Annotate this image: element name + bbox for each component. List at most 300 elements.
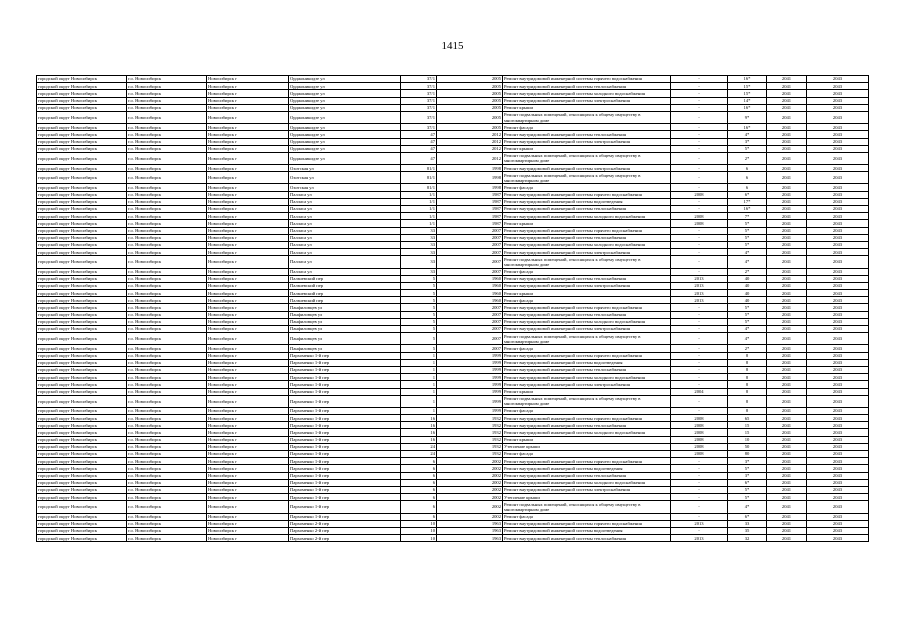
- cell-value: 17*: [728, 198, 767, 205]
- table-row: [37, 527, 869, 534]
- cell-work-type: Ремонт внутридомовой инженерной системы горячего водоснабжения: [503, 191, 671, 198]
- cell-municipality: г.о. Новосибирск: [127, 184, 207, 191]
- cell-settlement: Новосибирск г: [207, 297, 289, 304]
- cell-municipal-district: городской округ Новосибирск: [37, 359, 127, 366]
- cell-work-type: Ремонт подвальных помещений, относящихся к общему имуществу в многоквартирном доме: [503, 333, 671, 345]
- cell-build-year: 1999: [437, 359, 503, 366]
- cell-build-year: 1932: [437, 429, 503, 436]
- cell-street: Палласа ул: [289, 213, 401, 220]
- cell-plan-end-year: 2043: [807, 486, 869, 493]
- cell-build-year: 1987: [437, 198, 503, 205]
- cell-settlement: Новосибирск г: [207, 501, 289, 513]
- cell-plan-start-year: 2041: [767, 282, 807, 289]
- cell-municipality: г.о. Новосибирск: [127, 381, 207, 388]
- cell-municipality: г.о. Новосибирск: [127, 311, 207, 318]
- cell-municipality: г.о. Новосибирск: [127, 465, 207, 472]
- cell-street: Пархоменко 1-й пер: [289, 458, 401, 465]
- cell-plan-start-year: 2041: [767, 83, 807, 90]
- cell-plan-end-year: 2043: [807, 527, 869, 534]
- cell-house-number: 6: [401, 513, 437, 520]
- cell-municipality: г.о. Новосибирск: [127, 97, 207, 104]
- cell-plan-start-year: 2041: [767, 165, 807, 172]
- cell-last-repair-year: -: [671, 311, 728, 318]
- cell-value: 6*: [728, 479, 767, 486]
- cell-house-number: 16: [401, 429, 437, 436]
- cell-municipality: г.о. Новосибирск: [127, 479, 207, 486]
- cell-value: 2*: [728, 268, 767, 275]
- cell-value: 7*: [728, 213, 767, 220]
- cell-last-repair-year: -: [671, 486, 728, 493]
- cell-work-type: Ремонт внутридомовой инженерной системы холодного водоснабжения: [503, 213, 671, 220]
- table-row: [37, 458, 869, 465]
- cell-municipality: г.о. Новосибирск: [127, 268, 207, 275]
- table-row: [37, 520, 869, 527]
- cell-house-number: 6: [401, 458, 437, 465]
- cell-street: Палласа ул: [289, 256, 401, 268]
- cell-municipal-district: городской округ Новосибирск: [37, 458, 127, 465]
- cell-value: 10: [728, 436, 767, 443]
- cell-settlement: Новосибирск г: [207, 345, 289, 352]
- cell-work-type: Ремонт крыши: [503, 290, 671, 297]
- cell-value: 3*: [728, 458, 767, 465]
- cell-work-type: Ремонт подвальных помещений, относящихся к общему имуществу в многоквартирном доме: [503, 256, 671, 268]
- cell-plan-start-year: 2041: [767, 138, 807, 145]
- cell-work-type: Ремонт внутридомовой инженерной системы холодного водоснабжения: [503, 90, 671, 97]
- cell-house-number: 47: [401, 145, 437, 152]
- cell-street: Пархоменко 2-й пер: [289, 520, 401, 527]
- cell-street: Пархоменко 1-й пер: [289, 451, 401, 458]
- cell-settlement: Новосибирск г: [207, 494, 289, 501]
- cell-municipality: г.о. Новосибирск: [127, 494, 207, 501]
- cell-settlement: Новосибирск г: [207, 352, 289, 359]
- cell-plan-start-year: 2041: [767, 472, 807, 479]
- cell-plan-start-year: 2041: [767, 366, 807, 373]
- cell-work-type: Ремонт крыши: [503, 436, 671, 443]
- cell-street: Пархоменко 1-й пер: [289, 407, 401, 414]
- cell-municipal-district: городской округ Новосибирск: [37, 486, 127, 493]
- cell-plan-start-year: 2041: [767, 326, 807, 333]
- cell-municipality: г.о. Новосибирск: [127, 359, 207, 366]
- cell-house-number: 37/1: [401, 104, 437, 111]
- cell-plan-start-year: 2041: [767, 184, 807, 191]
- cell-municipality: г.о. Новосибирск: [127, 513, 207, 520]
- cell-municipal-district: городской округ Новосибирск: [37, 407, 127, 414]
- cell-settlement: Новосибирск г: [207, 395, 289, 407]
- table-row: [37, 443, 869, 450]
- cell-street: Пархоменко 1-й пер: [289, 395, 401, 407]
- cell-municipal-district: городской округ Новосибирск: [37, 268, 127, 275]
- cell-plan-start-year: 2041: [767, 198, 807, 205]
- cell-settlement: Новосибирск г: [207, 443, 289, 450]
- cell-build-year: 2002: [437, 465, 503, 472]
- cell-municipality: г.о. Новосибирск: [127, 429, 207, 436]
- cell-work-type: Ремонт внутридомовой инженерной системы теплоснабжения: [503, 472, 671, 479]
- table-row: [37, 436, 869, 443]
- cell-house-number: 33: [401, 241, 437, 248]
- cell-work-type: Ремонт внутридомовой инженерной системы теплоснабжения: [503, 83, 671, 90]
- cell-build-year: 2002: [437, 486, 503, 493]
- cell-work-type: Ремонт внутридомовой инженерной системы водоотведения: [503, 198, 671, 205]
- cell-build-year: 1999: [437, 407, 503, 414]
- table-row: [37, 479, 869, 486]
- cell-plan-start-year: 2041: [767, 535, 807, 542]
- cell-municipal-district: городской округ Новосибирск: [37, 304, 127, 311]
- cell-municipality: г.о. Новосибирск: [127, 165, 207, 172]
- table-row: [37, 83, 869, 90]
- cell-value: 9*: [728, 111, 767, 123]
- table-row: [37, 184, 869, 191]
- cell-work-type: Ремонт внутридомовой инженерной системы холодного водоснабжения: [503, 318, 671, 325]
- cell-municipality: г.о. Новосибирск: [127, 520, 207, 527]
- table-row: [37, 241, 869, 248]
- cell-municipality: г.о. Новосибирск: [127, 451, 207, 458]
- cell-municipal-district: городской округ Новосибирск: [37, 535, 127, 542]
- cell-street: Пархоменко 1-й пер: [289, 388, 401, 395]
- cell-plan-start-year: 2041: [767, 131, 807, 138]
- cell-street: Пархоменко 1-й пер: [289, 443, 401, 450]
- table-row: [37, 165, 869, 172]
- cell-value: 15*: [728, 83, 767, 90]
- cell-street: Пальчевский пер: [289, 297, 401, 304]
- cell-settlement: Новосибирск г: [207, 374, 289, 381]
- cell-plan-start-year: 2041: [767, 76, 807, 83]
- cell-last-repair-year: -: [671, 152, 728, 164]
- cell-last-repair-year: -: [671, 513, 728, 520]
- cell-house-number: 6: [401, 472, 437, 479]
- cell-municipal-district: городской округ Новосибирск: [37, 501, 127, 513]
- cell-house-number: 1: [401, 381, 437, 388]
- cell-build-year: 2007: [437, 249, 503, 256]
- cell-street: Пархоменко 1-й пер: [289, 359, 401, 366]
- cell-municipal-district: городской округ Новосибирск: [37, 165, 127, 172]
- cell-street: Пальчевский пер: [289, 275, 401, 282]
- table-row: [37, 104, 869, 111]
- cell-work-type: Ремонт внутридомовой инженерной системы теплоснабжения: [503, 206, 671, 213]
- cell-plan-end-year: 2043: [807, 97, 869, 104]
- cell-plan-end-year: 2043: [807, 395, 869, 407]
- cell-house-number: 5: [401, 304, 437, 311]
- cell-municipality: г.о. Новосибирск: [127, 415, 207, 422]
- cell-work-type: Ремонт внутридомовой инженерной системы электроснабжения: [503, 97, 671, 104]
- cell-build-year: 2002: [437, 472, 503, 479]
- cell-value: 65: [728, 415, 767, 422]
- cell-plan-start-year: 2041: [767, 145, 807, 152]
- cell-work-type: Ремонт внутридомовой инженерной системы горячего водоснабжения: [503, 352, 671, 359]
- cell-build-year: 2005: [437, 124, 503, 131]
- cell-value: 5*: [728, 486, 767, 493]
- cell-municipal-district: городской округ Новосибирск: [37, 422, 127, 429]
- cell-municipal-district: городской округ Новосибирск: [37, 352, 127, 359]
- cell-plan-end-year: 2043: [807, 227, 869, 234]
- cell-plan-start-year: 2041: [767, 191, 807, 198]
- cell-work-type: Ремонт внутридомовой инженерной системы электроснабжения: [503, 326, 671, 333]
- cell-municipality: г.о. Новосибирск: [127, 152, 207, 164]
- cell-plan-end-year: 2043: [807, 366, 869, 373]
- cell-plan-start-year: 2041: [767, 234, 807, 241]
- cell-municipal-district: городской округ Новосибирск: [37, 333, 127, 345]
- cell-value: 3*: [728, 472, 767, 479]
- page-number: 1415: [441, 40, 464, 52]
- cell-last-repair-year: -: [671, 241, 728, 248]
- cell-settlement: Новосибирск г: [207, 465, 289, 472]
- cell-house-number: 1: [401, 352, 437, 359]
- cell-build-year: 1999: [437, 381, 503, 388]
- table-row: [37, 304, 869, 311]
- cell-build-year: 1999: [437, 388, 503, 395]
- cell-street: Пархоменко 1-й пер: [289, 381, 401, 388]
- cell-build-year: 2002: [437, 458, 503, 465]
- cell-municipal-district: городской округ Новосибирск: [37, 152, 127, 164]
- cell-street: Охотская ул: [289, 165, 401, 172]
- cell-settlement: Новосибирск г: [207, 429, 289, 436]
- cell-municipal-district: городской округ Новосибирск: [37, 388, 127, 395]
- cell-municipality: г.о. Новосибирск: [127, 318, 207, 325]
- cell-work-type: Ремонт фасада: [503, 184, 671, 191]
- cell-municipal-district: городской округ Новосибирск: [37, 275, 127, 282]
- cell-plan-start-year: 2041: [767, 90, 807, 97]
- cell-municipal-district: городской округ Новосибирск: [37, 104, 127, 111]
- cell-plan-end-year: 2043: [807, 465, 869, 472]
- cell-municipality: г.о. Новосибирск: [127, 304, 207, 311]
- cell-house-number: 16: [401, 436, 437, 443]
- cell-value: 40: [728, 275, 767, 282]
- table-row: [37, 290, 869, 297]
- cell-plan-start-year: 2041: [767, 381, 807, 388]
- cell-street: Орджоникидзе ул: [289, 124, 401, 131]
- table-row: [37, 76, 869, 83]
- cell-municipality: г.о. Новосибирск: [127, 374, 207, 381]
- cell-settlement: Новосибирск г: [207, 97, 289, 104]
- table-row: [37, 220, 869, 227]
- cell-last-repair-year: 2013: [671, 282, 728, 289]
- cell-municipal-district: городской округ Новосибирск: [37, 290, 127, 297]
- cell-last-repair-year: -: [671, 395, 728, 407]
- cell-house-number: 1: [401, 374, 437, 381]
- cell-street: Орджоникидзе ул: [289, 131, 401, 138]
- cell-municipal-district: городской округ Новосибирск: [37, 198, 127, 205]
- cell-settlement: Новосибирск г: [207, 422, 289, 429]
- cell-settlement: Новосибирск г: [207, 520, 289, 527]
- table-row: [37, 256, 869, 268]
- table-row: [37, 152, 869, 164]
- cell-last-repair-year: -: [671, 407, 728, 414]
- table-row: [37, 90, 869, 97]
- cell-municipal-district: городской округ Новосибирск: [37, 443, 127, 450]
- cell-house-number: 81/1: [401, 165, 437, 172]
- cell-municipality: г.о. Новосибирск: [127, 282, 207, 289]
- cell-work-type: Ремонт подвальных помещений, относящихся к общему имуществу в многоквартирном доме: [503, 111, 671, 123]
- cell-work-type: Ремонт внутридомовой инженерной системы горячего водоснабжения: [503, 304, 671, 311]
- cell-municipality: г.о. Новосибирск: [127, 227, 207, 234]
- cell-municipality: г.о. Новосибирск: [127, 213, 207, 220]
- cell-plan-start-year: 2041: [767, 220, 807, 227]
- table-body: [37, 76, 869, 542]
- cell-street: Панфиловцев ул: [289, 318, 401, 325]
- table-row: [37, 213, 869, 220]
- cell-last-repair-year: 2013: [671, 520, 728, 527]
- cell-municipality: г.о. Новосибирск: [127, 407, 207, 414]
- cell-last-repair-year: -: [671, 97, 728, 104]
- cell-municipal-district: городской округ Новосибирск: [37, 172, 127, 184]
- cell-settlement: Новосибирск г: [207, 256, 289, 268]
- table-row: [37, 352, 869, 359]
- cell-last-repair-year: -: [671, 227, 728, 234]
- cell-plan-end-year: 2043: [807, 422, 869, 429]
- table-row: [37, 513, 869, 520]
- table-row: [37, 465, 869, 472]
- cell-plan-start-year: 2041: [767, 407, 807, 414]
- cell-municipality: г.о. Новосибирск: [127, 172, 207, 184]
- cell-build-year: 1999: [437, 374, 503, 381]
- cell-work-type: Утепление крыши: [503, 443, 671, 450]
- cell-value: 5*: [728, 145, 767, 152]
- cell-work-type: Ремонт внутридомовой инженерной системы теплоснабжения: [503, 275, 671, 282]
- cell-settlement: Новосибирск г: [207, 249, 289, 256]
- cell-street: Пархоменко 1-й пер: [289, 501, 401, 513]
- cell-municipal-district: городской округ Новосибирск: [37, 318, 127, 325]
- cell-house-number: 6: [401, 494, 437, 501]
- cell-municipality: г.о. Новосибирск: [127, 443, 207, 450]
- cell-settlement: Новосибирск г: [207, 145, 289, 152]
- cell-municipal-district: городской округ Новосибирск: [37, 111, 127, 123]
- cell-work-type: Ремонт внутридомовой инженерной системы водоотведения: [503, 527, 671, 534]
- table-row: [37, 138, 869, 145]
- cell-build-year: 2005: [437, 83, 503, 90]
- cell-build-year: 1960: [437, 290, 503, 297]
- cell-street: Палласа ул: [289, 227, 401, 234]
- cell-settlement: Новосибирск г: [207, 436, 289, 443]
- cell-build-year: 1960: [437, 282, 503, 289]
- cell-value: 5*: [728, 241, 767, 248]
- cell-street: Пархоменко 1-й пер: [289, 486, 401, 493]
- cell-municipality: г.о. Новосибирск: [127, 220, 207, 227]
- cell-value: 4*: [728, 256, 767, 268]
- cell-municipal-district: городской округ Новосибирск: [37, 311, 127, 318]
- cell-build-year: 2007: [437, 318, 503, 325]
- cell-last-repair-year: -: [671, 268, 728, 275]
- cell-plan-start-year: 2041: [767, 443, 807, 450]
- cell-plan-end-year: 2043: [807, 213, 869, 220]
- cell-house-number: 10: [401, 520, 437, 527]
- cell-street: Палласа ул: [289, 241, 401, 248]
- cell-value: 8: [728, 388, 767, 395]
- cell-work-type: Ремонт внутридомовой инженерной системы теплоснабжения: [503, 234, 671, 241]
- cell-street: Палласа ул: [289, 206, 401, 213]
- cell-street: Орджоникидзе ул: [289, 97, 401, 104]
- cell-plan-start-year: 2041: [767, 501, 807, 513]
- cell-value: 15*: [728, 90, 767, 97]
- cell-plan-end-year: 2043: [807, 443, 869, 450]
- cell-work-type: Ремонт подвальных помещений, относящихся к общему имуществу в многоквартирном доме: [503, 501, 671, 513]
- cell-settlement: Новосибирск г: [207, 191, 289, 198]
- cell-plan-end-year: 2043: [807, 290, 869, 297]
- cell-municipal-district: городской округ Новосибирск: [37, 282, 127, 289]
- table-row: [37, 422, 869, 429]
- cell-plan-start-year: 2041: [767, 275, 807, 282]
- cell-house-number: 10: [401, 527, 437, 534]
- cell-settlement: Новосибирск г: [207, 275, 289, 282]
- cell-plan-start-year: 2041: [767, 206, 807, 213]
- table-row: [37, 268, 869, 275]
- cell-municipal-district: городской округ Новосибирск: [37, 145, 127, 152]
- cell-build-year: 2012: [437, 131, 503, 138]
- cell-plan-end-year: 2043: [807, 318, 869, 325]
- cell-house-number: 1: [401, 395, 437, 407]
- cell-municipal-district: городской округ Новосибирск: [37, 97, 127, 104]
- table-row: [37, 359, 869, 366]
- cell-municipal-district: городской округ Новосибирск: [37, 436, 127, 443]
- cell-work-type: Ремонт внутридомовой инженерной системы горячего водоснабжения: [503, 415, 671, 422]
- cell-house-number: 1: [401, 366, 437, 373]
- cell-value: 15: [728, 429, 767, 436]
- cell-street: Орджоникидзе ул: [289, 90, 401, 97]
- cell-plan-end-year: 2043: [807, 429, 869, 436]
- cell-municipal-district: городской округ Новосибирск: [37, 374, 127, 381]
- cell-last-repair-year: 2008: [671, 443, 728, 450]
- table-row: [37, 429, 869, 436]
- cell-settlement: Новосибирск г: [207, 381, 289, 388]
- cell-work-type: Ремонт внутридомовой инженерной системы теплоснабжения: [503, 131, 671, 138]
- cell-value: 50: [728, 443, 767, 450]
- cell-work-type: Ремонт внутридомовой инженерной системы горячего водоснабжения: [503, 76, 671, 83]
- cell-plan-start-year: 2041: [767, 352, 807, 359]
- cell-municipality: г.о. Новосибирск: [127, 124, 207, 131]
- cell-plan-end-year: 2043: [807, 513, 869, 520]
- cell-plan-start-year: 2041: [767, 513, 807, 520]
- cell-plan-end-year: 2043: [807, 479, 869, 486]
- cell-municipality: г.о. Новосибирск: [127, 249, 207, 256]
- cell-plan-start-year: 2041: [767, 297, 807, 304]
- cell-settlement: Новосибирск г: [207, 104, 289, 111]
- cell-house-number: 1: [401, 388, 437, 395]
- cell-plan-end-year: 2043: [807, 520, 869, 527]
- cell-plan-end-year: 2043: [807, 333, 869, 345]
- cell-street: Охотская ул: [289, 184, 401, 191]
- cell-work-type: Утепление крыши: [503, 494, 671, 501]
- cell-last-repair-year: -: [671, 90, 728, 97]
- cell-street: Орджоникидзе ул: [289, 152, 401, 164]
- cell-street: Пархоменко 1-й пер: [289, 513, 401, 520]
- cell-plan-start-year: 2041: [767, 241, 807, 248]
- cell-last-repair-year: -: [671, 198, 728, 205]
- cell-build-year: 1960: [437, 297, 503, 304]
- cell-build-year: 1987: [437, 213, 503, 220]
- cell-municipality: г.о. Новосибирск: [127, 275, 207, 282]
- cell-municipal-district: городской округ Новосибирск: [37, 345, 127, 352]
- cell-build-year: 2007: [437, 268, 503, 275]
- cell-house-number: 16: [401, 422, 437, 429]
- cell-last-repair-year: 2008: [671, 415, 728, 422]
- cell-last-repair-year: -: [671, 494, 728, 501]
- cell-last-repair-year: 2013: [671, 297, 728, 304]
- cell-last-repair-year: -: [671, 138, 728, 145]
- cell-plan-start-year: 2041: [767, 124, 807, 131]
- cell-build-year: 2007: [437, 241, 503, 248]
- cell-last-repair-year: -: [671, 184, 728, 191]
- cell-house-number: 5: [401, 282, 437, 289]
- cell-plan-end-year: 2043: [807, 111, 869, 123]
- cell-plan-end-year: 2043: [807, 198, 869, 205]
- table-row: [37, 311, 869, 318]
- cell-value: 4*: [728, 333, 767, 345]
- cell-municipality: г.о. Новосибирск: [127, 138, 207, 145]
- cell-settlement: Новосибирск г: [207, 90, 289, 97]
- cell-settlement: Новосибирск г: [207, 472, 289, 479]
- cell-municipality: г.о. Новосибирск: [127, 111, 207, 123]
- cell-municipality: г.о. Новосибирск: [127, 486, 207, 493]
- cell-municipality: г.о. Новосибирск: [127, 290, 207, 297]
- cell-build-year: 2005: [437, 111, 503, 123]
